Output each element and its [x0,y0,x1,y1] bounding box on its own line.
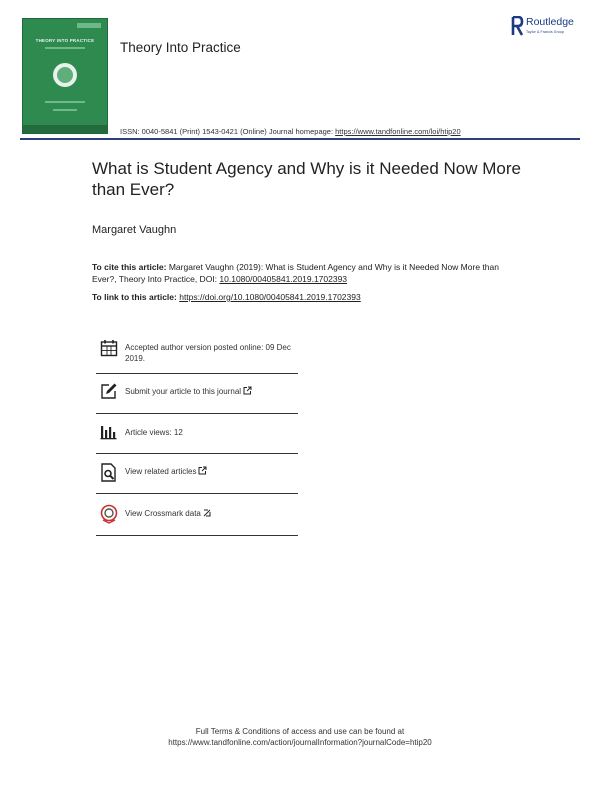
crossmark-label[interactable]: View Crossmark data [125,509,201,518]
header-rule [20,138,580,140]
bar-chart-icon [100,424,118,440]
related-articles-icon [100,463,118,483]
citation-label: To cite this article: [92,262,167,272]
journal-homepage-link[interactable]: https://www.tandfonline.com/loi/htip20 [335,127,461,136]
citation-doi-link[interactable]: 10.1080/00405841.2019.1702393 [219,273,348,284]
article-views-text: Article views: 12 [125,428,183,437]
submit-article-label[interactable]: Submit your article to this journal [125,387,242,396]
cover-divider [45,47,85,49]
article-doi-link[interactable]: https://doi.org/10.1080/00405841.2019.1702393 [179,292,361,302]
article-info-panel [96,334,298,536]
crossmark-text[interactable] [125,508,212,520]
citation-block [92,262,512,285]
related-articles-text[interactable] [125,466,207,478]
citation-text: Margaret Vaughn (2019): What is Student Agency and Why is it Needed Now More than Ever?, Theory Into Practice, DOI: [92,262,499,284]
footer-terms-text: Full Terms & Conditions of access and use can be found at [195,727,405,736]
article-views-row [96,414,298,454]
crossmark-icon [100,504,118,524]
edit-icon [100,382,118,400]
publisher-tagline: Taylor & Francis Group [526,30,564,34]
cover-tab [77,23,101,28]
related-articles-row[interactable] [96,454,298,494]
journal-cover [22,18,108,134]
footer [0,726,600,748]
journal-title: Theory Into Practice [120,40,241,55]
cover-divider [53,109,77,111]
calendar-icon [100,339,118,357]
accepted-version-text: Accepted author version posted online: 09 Dec 2019. [125,343,291,363]
external-link-icon [203,508,212,517]
article-link-label: To link to this article: [92,292,180,302]
cover-title: THEORY INTO PRACTICE [35,38,95,43]
crossmark-row[interactable] [96,494,298,536]
footer-terms-link[interactable]: https://www.tandfonline.com/action/journalInformation?journalCode=htip20 [168,738,432,747]
accepted-version-row [96,334,298,374]
publisher-name: Routledge [526,16,574,28]
routledge-r-icon [511,16,524,36]
article-title: What is Student Agency and Why is it Needed Now More than Ever? [92,159,521,199]
related-articles-label[interactable]: View related articles [125,467,197,476]
article-author: Margaret Vaughn [92,224,177,236]
submit-article-row[interactable] [96,374,298,414]
cover-emblem [53,63,77,87]
cover-footer-bar [23,125,107,133]
article-link-line [92,292,361,302]
submit-article-text[interactable] [125,386,252,398]
issn-line [120,127,461,136]
external-link-icon [198,466,207,475]
external-link-icon [243,386,252,395]
issn-text: ISSN: 0040-5841 (Print) 1543-0421 (Online) Journal homepage: [120,127,336,136]
cover-divider [45,101,85,103]
